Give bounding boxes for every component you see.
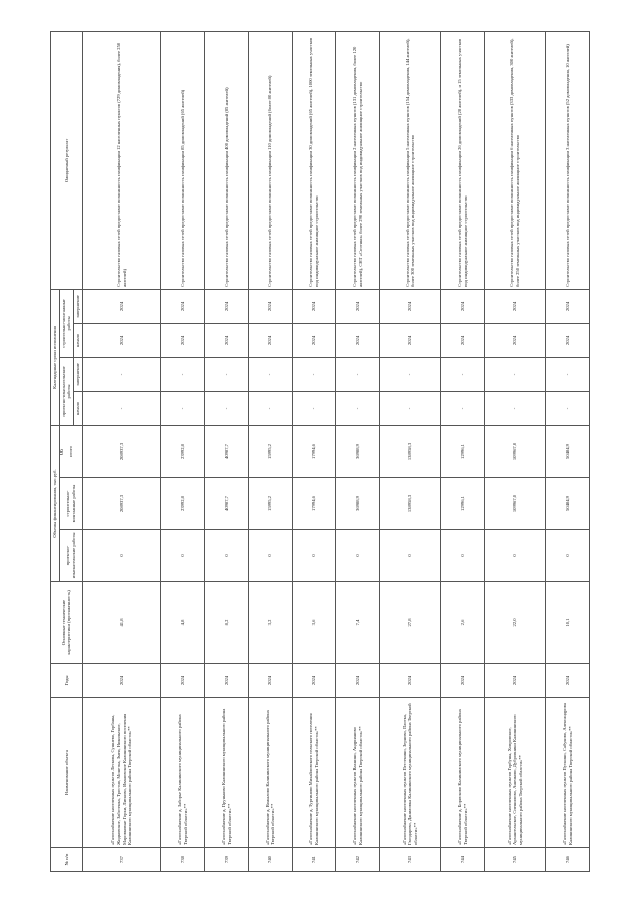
row-design: 0 [248,530,292,582]
row-construction: 17994,6 [292,478,336,530]
row-year: 2024 [546,664,590,698]
row-length: 27,8 [380,582,441,664]
row-result: Строительство газовых сетей предоставит возможность газификации 5 населенных пунктов (154 домовладения, 144 жителей), более 300 земельных участков под индивидуальное жилищное строительство [380,31,441,289]
row-num: 738 [161,848,205,872]
row-year: 2024 [485,664,546,698]
table-body [82,31,589,871]
table-row [546,31,590,871]
header-construction-end: завершение [74,289,83,323]
row-result: Строительство газовых сетей предоставит возможность газификации 400 домовладений (85 жителей) [205,31,249,289]
row-result: Строительство газовых сетей предоставит возможность газификации 26 домовладений (28 жителей), и 15 земельных участков под индивидуальное жилищное строительство [441,31,485,289]
header-name: Наименование объекта [51,698,83,848]
row-year: 2024 [292,664,336,698]
row-name: «Газоснабжение д. Пруньково Калининского муниципального района Тверской области»** [205,698,249,848]
row-name: «Газоснабжение д. Заборье Калининского муниципального района Тверской области»** [161,698,205,848]
row-design-end: - [292,357,336,391]
row-total: 109967,0 [485,425,546,477]
row-num: 737 [82,848,160,872]
row-design: 0 [380,530,441,582]
row-design-start: - [485,391,546,425]
header-design-start: начало [74,391,83,425]
row-name: «Газоснабжение д. Вожалово Калининского муниципального района Тверской области»** [248,698,292,848]
row-length: 3,6 [292,582,336,664]
row-name: «Газоснабжение населенных пунктов Пускино, Сабуково, Александрова Калининского муниципального района Тверской области»** [546,698,590,848]
page-number: 90 [57,449,63,455]
data-table [50,31,590,872]
row-num: 745 [485,848,546,872]
row-construction: 23992,8 [161,478,205,530]
row-design: 0 [441,530,485,582]
row-design-start: - [205,391,249,425]
header-years: Годы [51,664,83,698]
row-const-end: 2024 [82,289,160,323]
table-row [336,31,380,871]
row-const-end: 2024 [205,289,249,323]
table-row [161,31,205,871]
row-year: 2024 [248,664,292,698]
row-const-end: 2024 [485,289,546,323]
row-const-end: 2024 [336,289,380,323]
row-num: 740 [248,848,292,872]
row-length: 8,2 [205,582,249,664]
row-construction: 40987,7 [205,478,249,530]
header-construction-start: начало [74,323,83,357]
row-construction: 109967,0 [485,478,546,530]
row-construction: 36988,9 [336,478,380,530]
row-total: 208937,3 [82,425,160,477]
table-row [485,31,546,871]
row-num: 744 [441,848,485,872]
row-design: 0 [485,530,546,582]
row-const-start: 2024 [292,323,336,357]
rotated-table-container [50,32,590,872]
row-design-start: - [248,391,292,425]
row-num: 743 [380,848,441,872]
row-name: «Газоснабжение населенных пунктов Лескова, Сушнево, Горбаны, Жидковское, Заботенка, Тростно, Монетка, Змеи, Никольское, Маровковые Горки, Лисково, Ивановское Калининского поселения Калининского муниципального района Тверской области»** [82,698,160,848]
row-design-start: - [292,391,336,425]
row-const-start: 2024 [336,323,380,357]
row-num: 741 [292,848,336,872]
row-name: «Газоснабжение населенных пунктов Вахнино, Андрианово Калининского муниципального района Тверской области»** [336,698,380,848]
row-result: Строительство газовых сетей предоставит возможность газификации 30 домовладений (65 жителей), 1000 земельных участков под индивидуальное жилищное строительство [292,31,336,289]
row-total: 138958,3 [380,425,441,477]
header-design-schedule: проектно-изыскательские работы [59,357,73,425]
row-const-end: 2024 [161,289,205,323]
row-num: 746 [546,848,590,872]
row-total: 36988,9 [336,425,380,477]
header-design-end: завершение [74,357,83,391]
row-result: Строительство газовых сетей предоставит возможность газификации 6 населенных пунктов (333 домовладения, 300 жителей), более 250 земельных участков под индивидуальное жилищное строительство [485,31,546,289]
row-total: 50484,9 [546,425,590,477]
row-design-end: - [205,357,249,391]
row-num: 742 [336,848,380,872]
row-const-end: 2024 [292,289,336,323]
row-total: 15995,2 [248,425,292,477]
header-construction-schedule: строительно-монтажные работы [59,289,73,357]
row-const-start: 2024 [546,323,590,357]
row-design-end: - [380,357,441,391]
row-result: Строительство газовых сетей предоставит возможность газификации 85 домовладений (65 жителей) [161,31,205,289]
row-construction: 138958,3 [380,478,441,530]
row-const-start: 2024 [161,323,205,357]
table-row [248,31,292,871]
header-construction-install: строительно-монтажные работы [59,478,82,530]
table-row [82,31,160,871]
row-total: 17994,6 [292,425,336,477]
row-length: 7,4 [336,582,380,664]
row-year: 2024 [82,664,160,698]
row-design-start: - [336,391,380,425]
row-design: 0 [546,530,590,582]
row-length: 41,8 [82,582,160,664]
header-result: Ожидаемый результат [51,31,83,289]
row-length: 4,8 [161,582,205,664]
row-design: 0 [292,530,336,582]
row-name: «Газоснабжение д. Тургиново Михайловского сельского поселения Калининского муниципального района Тверской области»** [292,698,336,848]
header-num: № п/п [51,848,83,872]
row-design: 0 [205,530,249,582]
row-length: 10,1 [546,582,590,664]
header-total: итого [59,425,82,477]
row-construction: 208937,3 [82,478,160,530]
row-year: 2024 [205,664,249,698]
row-total: 40987,7 [205,425,249,477]
row-const-start: 2024 [380,323,441,357]
row-design-start: - [546,391,590,425]
row-length: 22,0 [485,582,546,664]
row-const-start: 2024 [205,323,249,357]
row-design: 0 [336,530,380,582]
row-design-end: - [161,357,205,391]
row-name: «Газоснабжение д. Борисково Калининского муниципального района Тверской области»** [441,698,485,848]
row-design-end: - [441,357,485,391]
row-construction: 50484,9 [546,478,590,530]
row-design-end: - [336,357,380,391]
row-year: 2024 [441,664,485,698]
row-design-start: - [161,391,205,425]
row-year: 2024 [161,664,205,698]
row-design-end: - [546,357,590,391]
row-design-end: - [248,357,292,391]
row-design-start: - [441,391,485,425]
row-result: Строительство газовых сетей предоставит возможность газификации 110 домовладений (более 80 жителей) [248,31,292,289]
row-design: 0 [161,530,205,582]
header-characteristics: Основные технические характеристики (протяженность) [51,582,83,664]
table-row [441,31,485,871]
row-name: «Газоснабжение населенных пунктов Пестенино, Зерново, Пасека, Гвоздарево, Даниловка Калининского муниципального района Тверской области»** [380,698,441,848]
row-result: Строительство газовых сетей предоставит возможность газификации 12 населенных пунктов (729 домовладения), более 250 жителей) [82,31,160,289]
row-design-start: - [380,391,441,425]
header-funding-group: Объемы финансирования, тыс.руб. [51,425,60,581]
header-design-survey: проектно-изыскательские работы [59,530,82,582]
row-design-end: - [485,357,546,391]
table-row [292,31,336,871]
row-year: 2024 [380,664,441,698]
row-const-start: 2024 [82,323,160,357]
header-schedule-group: Календарные сроки исполнения [51,289,60,425]
row-design-start: - [82,391,160,425]
row-year: 2024 [336,664,380,698]
row-name: «Газоснабжение населенных пунктов Горбуны, Хопровское, Архангельское, Спешилово, Аничково, Дубровники Калининского муниципального района Тверской области»** [485,698,546,848]
row-const-start: 2024 [485,323,546,357]
row-length: 3,2 [248,582,292,664]
table-row [205,31,249,871]
row-result: Строительство газовых сетей предоставит возможность газификации 3 населенных пунктов (52 домовладения, 10 жителей) [546,31,590,289]
row-construction: 12996,1 [441,478,485,530]
row-total: 12996,1 [441,425,485,477]
row-length: 2,6 [441,582,485,664]
row-design-end: - [82,357,160,391]
row-const-start: 2024 [248,323,292,357]
row-design: 0 [82,530,160,582]
row-total: 23992,8 [161,425,205,477]
row-const-end: 2024 [380,289,441,323]
row-result: Строительство газовых сетей предоставит возможность газификации 2 населенных пунктов (131 домовладения, более 120 жителей), СНТ «Сосенки» более 290 земельных участков под индивидуальное жилищное строительство [336,31,380,289]
table-row [380,31,441,871]
row-num: 739 [205,848,249,872]
row-const-end: 2024 [546,289,590,323]
row-construction: 15995,2 [248,478,292,530]
row-const-end: 2024 [248,289,292,323]
row-const-end: 2024 [441,289,485,323]
table-header [51,31,83,871]
row-const-start: 2024 [441,323,485,357]
